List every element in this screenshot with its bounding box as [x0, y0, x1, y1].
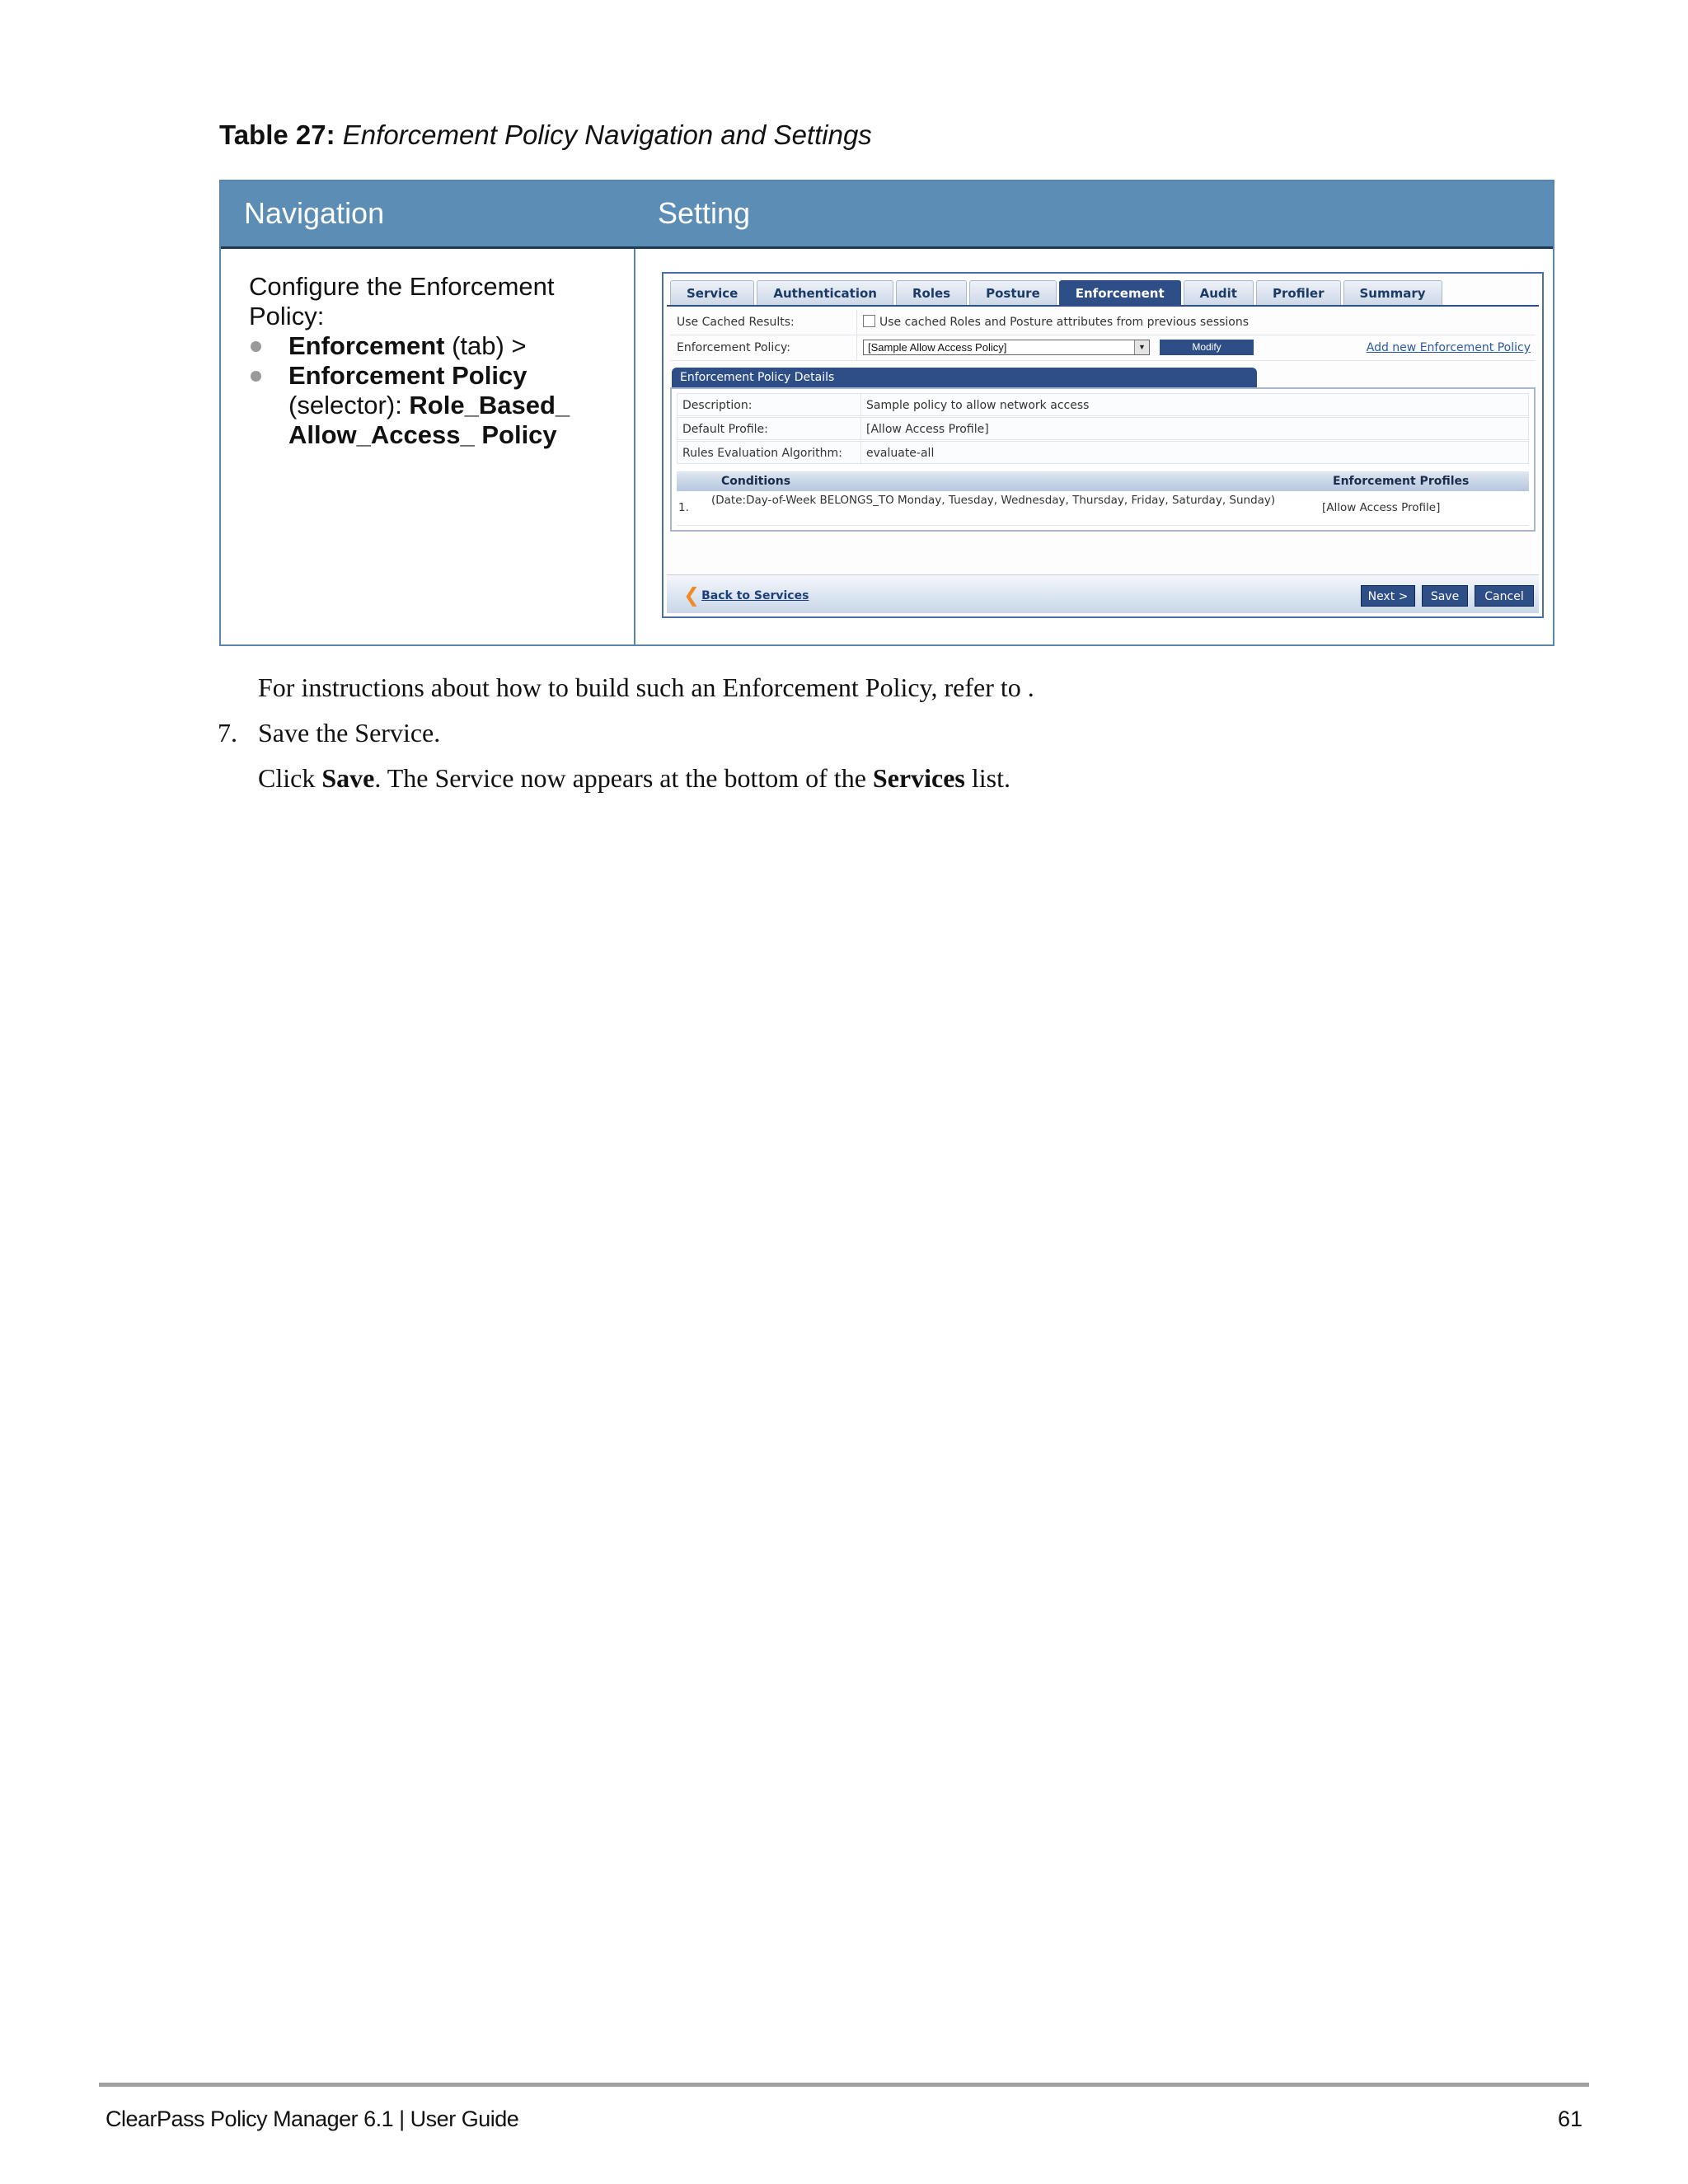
use-cached-label: Use Cached Results: — [677, 316, 795, 329]
ui-term-save: Save — [321, 763, 375, 793]
save-button[interactable]: Save — [1422, 585, 1468, 607]
navigation-intro: Configure the Enforcement Policy: — [249, 272, 555, 330]
rules-header — [677, 471, 1529, 491]
details-row — [677, 417, 1529, 440]
step-text: (tab) > — [444, 331, 527, 360]
step-text: Save the Service. — [258, 718, 441, 748]
step-number: 7. — [218, 718, 237, 748]
details-key: Rules Evaluation Algorithm: — [682, 447, 842, 460]
text-run: list. — [964, 763, 1010, 793]
table-caption-label: Table 27: — [219, 120, 335, 150]
back-to-services-link[interactable] — [683, 583, 809, 607]
header-setting: Setting — [658, 196, 751, 230]
navigation-steps — [249, 331, 620, 450]
tab-summary[interactable]: Summary — [1343, 280, 1442, 305]
enforcement-policy-label: Enforcement Policy: — [677, 341, 791, 354]
rule-profile: [Allow Access Profile] — [1322, 501, 1441, 514]
column-divider — [634, 249, 635, 646]
add-enforcement-policy-link[interactable]: Add new Enforcement Policy — [1366, 341, 1531, 354]
enforcement-policy-select[interactable] — [863, 340, 1150, 355]
next-button[interactable]: Next > — [1361, 585, 1415, 607]
instructions-paragraph: For instructions about how to build such an Enforcement Policy, refer to . — [258, 673, 1034, 702]
details-row — [677, 441, 1529, 464]
table-caption — [219, 120, 872, 151]
field-separator — [860, 394, 861, 415]
policy-details-tab: Enforcement Policy Details — [672, 368, 1257, 387]
service-tabs — [670, 280, 1442, 305]
tab-service[interactable]: Service — [670, 280, 754, 305]
tab-profiler[interactable]: Profiler — [1256, 280, 1341, 305]
field-separator — [860, 442, 861, 463]
step-value: Role_Based_ Allow_Access_ Policy — [288, 391, 570, 449]
text-run: Click — [258, 763, 322, 793]
field-separator — [860, 418, 861, 439]
profiles-column-header: Enforcement Profiles — [1333, 475, 1470, 488]
tab-underline — [667, 305, 1539, 307]
step-text: (selector): — [288, 391, 410, 419]
enforcement-policy-selected: [Sample Allow Access Policy] — [868, 341, 1007, 354]
details-key: Default Profile: — [682, 423, 768, 436]
step-bold: Enforcement — [288, 331, 445, 360]
table-caption-title: Enforcement Policy Navigation and Settings — [342, 120, 872, 150]
navigation-cell — [249, 272, 620, 450]
app-footer-bar — [667, 574, 1539, 613]
details-value: [Allow Access Profile] — [866, 423, 989, 436]
back-to-services-label: Back to Services — [701, 589, 809, 602]
conditions-column-header: Conditions — [721, 475, 791, 488]
field-separator — [856, 310, 857, 335]
table-header-row — [221, 181, 1553, 249]
rule-row — [677, 492, 1529, 526]
header-navigation: Navigation — [244, 196, 385, 230]
footer-title: ClearPass Policy Manager 6.1 | User Guide — [106, 2107, 519, 2131]
details-value: Sample policy to allow network access — [866, 399, 1090, 412]
modify-button[interactable]: Modify — [1160, 340, 1254, 355]
text-run: . The Service now appears at the bottom of the — [374, 763, 873, 793]
use-cached-row — [670, 310, 1536, 335]
step-bold: Enforcement Policy — [288, 361, 528, 390]
rule-condition: (Date:Day-of-Week BELONGS_TO Monday, Tuesday, Wednesday, Thursday, Friday, Saturday, Sunday) — [711, 494, 1276, 507]
setting-screenshot — [662, 272, 1544, 618]
navigation-step — [249, 331, 620, 361]
tab-roles[interactable]: Roles — [896, 280, 967, 305]
use-cached-checkbox[interactable] — [863, 315, 875, 327]
chevron-down-icon[interactable]: ▼ — [1134, 340, 1149, 354]
tab-posture[interactable]: Posture — [969, 280, 1057, 305]
back-arrow-icon: ❮ — [683, 583, 701, 607]
use-cached-value — [863, 310, 1249, 335]
rule-number: 1. — [678, 501, 689, 514]
details-row — [677, 393, 1529, 416]
enforcement-policy-row — [670, 335, 1536, 361]
policy-details-panel — [670, 387, 1536, 532]
footer-rule — [99, 2083, 1589, 2087]
details-value: evaluate-all — [866, 447, 935, 460]
ui-term-services: Services — [872, 763, 965, 793]
tab-enforcement[interactable]: Enforcement — [1059, 280, 1181, 305]
field-separator — [856, 335, 857, 360]
cancel-button[interactable]: Cancel — [1475, 585, 1534, 607]
use-cached-checkbox-label: Use cached Roles and Posture attributes from previous sessions — [879, 316, 1250, 329]
step-detail — [258, 763, 1010, 794]
details-key: Description: — [682, 399, 753, 412]
tab-authentication[interactable]: Authentication — [757, 280, 893, 305]
navigation-step — [249, 361, 620, 450]
page-number: 61 — [1557, 2107, 1582, 2131]
tab-audit[interactable]: Audit — [1184, 280, 1254, 305]
